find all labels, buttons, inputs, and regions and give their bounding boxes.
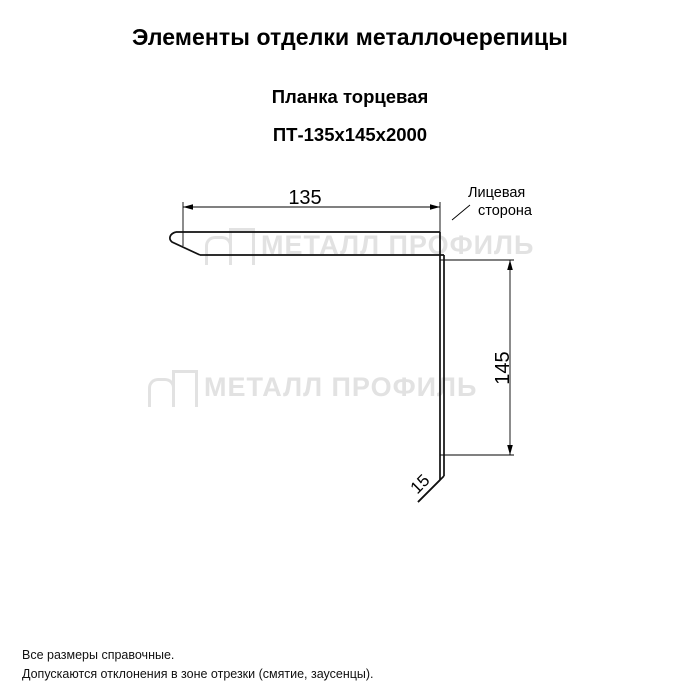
product-code: ПТ-135х145х2000 — [272, 124, 428, 145]
product-name: Планка торцевая — [271, 86, 429, 107]
page-title: Элементы отделки металлочерепицы — [131, 24, 568, 50]
dimension-lip-label: 15 — [406, 470, 434, 498]
note-line-1: Все размеры справочные. — [22, 648, 175, 662]
dimension-lines — [183, 202, 514, 455]
technical-drawing — [0, 150, 700, 550]
profile-outline — [170, 232, 444, 502]
callout-label-line1: Лицевая — [468, 185, 526, 201]
callout-leader-line — [452, 205, 470, 220]
watermark-text: МЕТАЛЛ ПРОФИЛЬ — [261, 229, 535, 260]
dimension-height-label: 145 — [492, 351, 514, 385]
dimension-width-label: 135 — [288, 187, 322, 209]
callout-label-line2: сторона — [478, 203, 532, 219]
dimension-arrows — [183, 204, 513, 455]
profile-drawing-svg — [0, 150, 700, 550]
watermark-text: МЕТАЛЛ ПРОФИЛЬ — [204, 371, 478, 402]
footer-notes — [22, 646, 374, 684]
note-line-2: Допускаются отклонения в зоне отрезки (смятие, заусенцы). — [22, 667, 374, 681]
